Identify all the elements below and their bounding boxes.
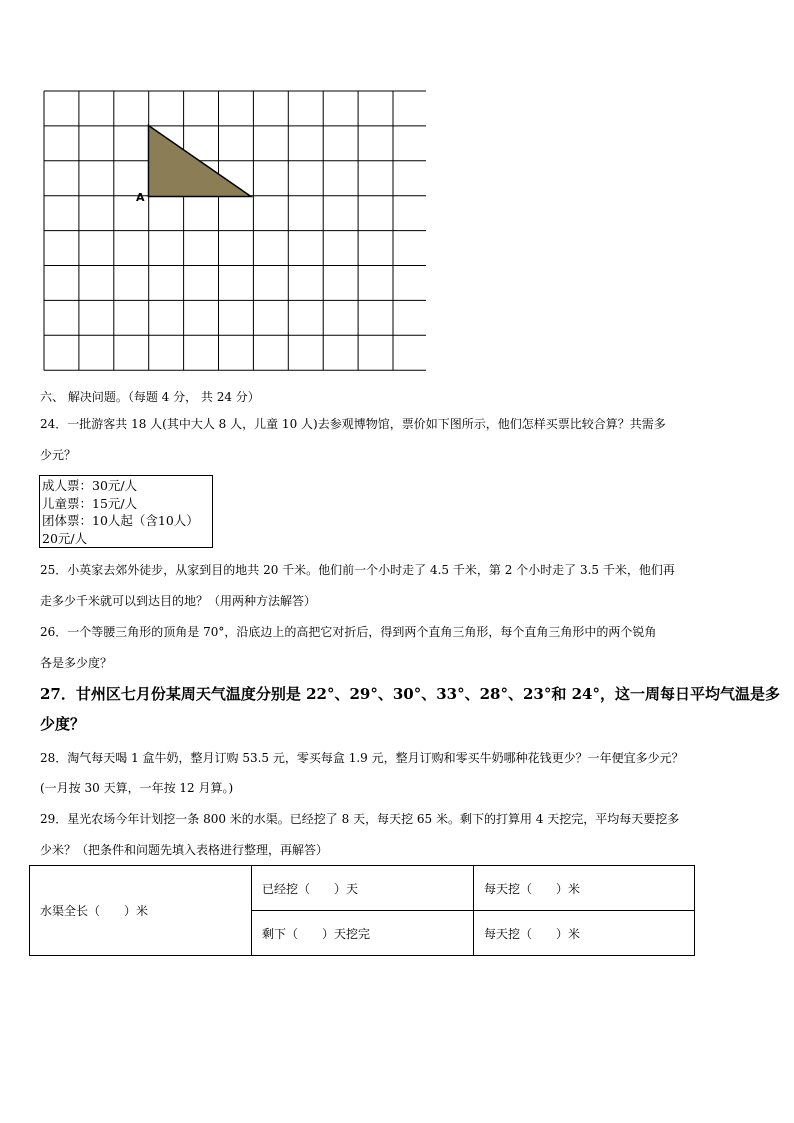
q29-line2: 少米？（把条件和问题先填入表格进行整理，再解答） (40, 843, 329, 857)
canal-info-table (29, 865, 695, 956)
group-ticket-price: 20元/人 (42, 530, 88, 546)
q24-line2: 少元？ (40, 448, 77, 462)
canal-total-length-cell: 水渠全长（ ）米 (30, 866, 252, 956)
grid-figure (43, 90, 426, 373)
q24-line1: 24．一批游客共 18 人(其中大人 8 人，儿童 10 人)去参观博物馆，票价如下图所示，他们怎样买票比较合算？共需多 (40, 417, 666, 431)
grid-lines (44, 91, 426, 370)
child-ticket-price: 儿童票：15元/人 (42, 495, 138, 511)
q26-line2: 各是多少度？ (40, 656, 113, 670)
daily-dig-cell-1: 每天挖（ ）米 (474, 866, 695, 911)
section-6-title: 六、 解决问题。（每题 4 分， 共 24 分） (40, 390, 260, 404)
remaining-days-cell: 剩下（ ）天挖完 (252, 911, 474, 956)
q28-line1: 28．淘气每天喝 1 盒牛奶，整月订购 53.5 元，零买每盒 1.9 元，整月订购和零买牛奶哪种花钱更少？一年便宜多少元？ (40, 751, 684, 765)
q27-line1: 27．甘州区七月份某周天气温度分别是 22°、29°、30°、33°、28°、23°和 24°，这一周每日平均气温是多 (40, 685, 780, 703)
group-ticket-rule: 团体票：10人起（含10人） (42, 513, 199, 528)
point-a-label: A (136, 191, 145, 204)
q29-line1: 29．星光农场今年计划挖一条 800 米的水渠。已经挖了 8 天，每天挖 65 米。剩下的打算用 4 天挖完，平均每天要挖多 (40, 812, 680, 826)
q25-line1: 25．小英家去郊外徒步，从家到目的地共 20 千米。他们前一个小时走了 4.5 千米，第 2 个小时走了 3.5 千米，他们再 (40, 563, 675, 577)
q27-line2: 少度？ (40, 715, 86, 733)
q28-line2: (一月按 30 天算，一年按 12 月算。) (40, 781, 234, 795)
ticket-price-box (39, 475, 213, 548)
adult-ticket-price: 成人票：30元/人 (42, 478, 138, 493)
daily-dig-cell-2: 每天挖（ ）米 (474, 911, 695, 956)
q26-line1: 26．一个等腰三角形的顶角是 70°，沿底边上的高把它对折后，得到两个直角三角形，每个直角三角形中的两个锐角 (40, 625, 657, 639)
q25-line2: 走多少千米就可以到达目的地？（用两种方法解答） (40, 594, 317, 608)
dug-days-cell: 已经挖（ ）天 (252, 866, 474, 911)
